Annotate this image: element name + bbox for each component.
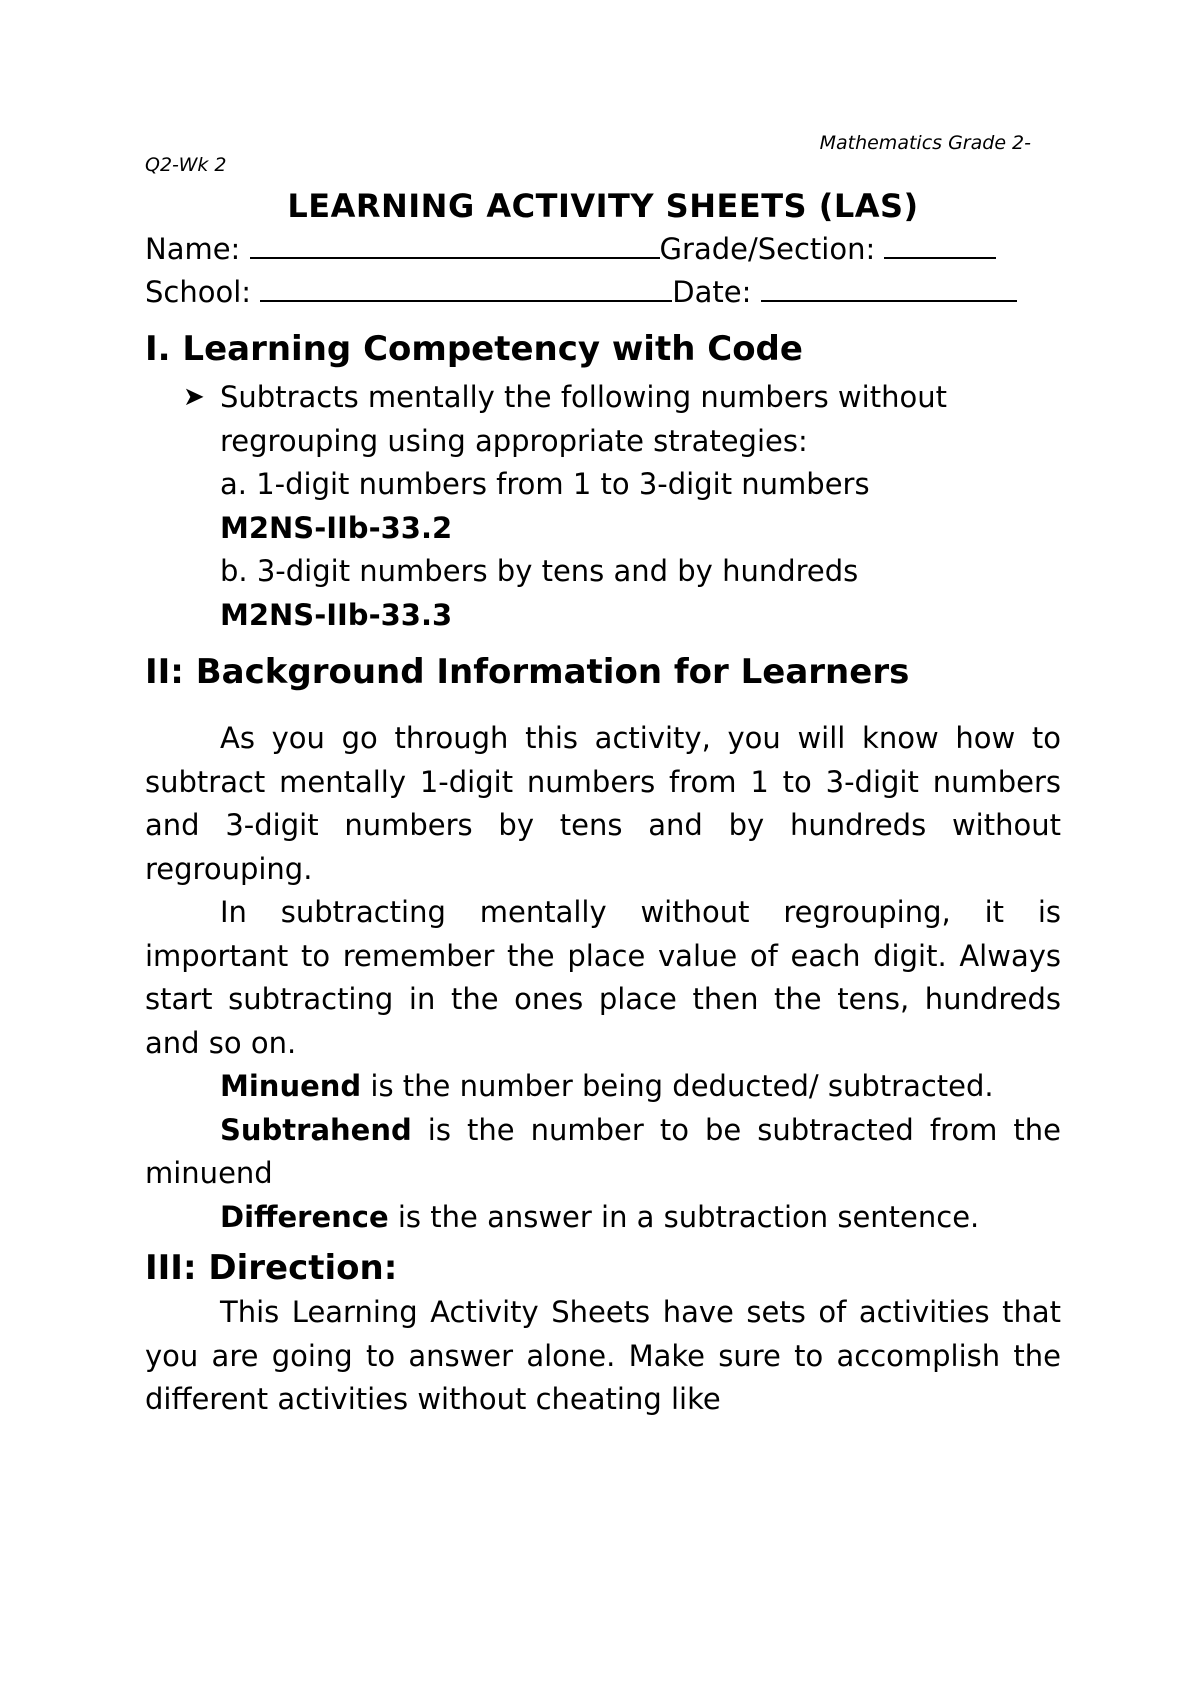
arrow-bullet-icon: ➤ xyxy=(183,382,205,412)
competency-item-a: a. 1-digit numbers from 1 to 3-digit numbers xyxy=(220,467,870,501)
minuend-term: Minuend xyxy=(220,1069,362,1103)
grade-section-label: Grade/Section: xyxy=(659,232,876,266)
minuend-text: is the number being deducted/ subtracted. xyxy=(361,1069,994,1103)
difference-text: is the answer in a subtraction sentence. xyxy=(388,1199,980,1234)
competency-block xyxy=(145,376,1061,637)
date-field[interactable] xyxy=(761,276,1017,302)
name-grade-row xyxy=(145,228,1061,271)
background-paragraph-2: In subtracting mentally without regrouping, it is important to remember the place value of each digit. Always start subtracting in the ones place then the tens, hundreds and so on. xyxy=(145,895,1061,1060)
difference-definition xyxy=(145,1196,1061,1240)
subtrahend-text: is the number to be subtracted from the minuend xyxy=(145,1112,1061,1190)
section-2-heading: II: Background Information for Learners xyxy=(145,652,910,692)
grade-section-field[interactable] xyxy=(884,233,996,259)
competency-item-b: b. 3-digit numbers by tens and by hundreds xyxy=(220,554,859,588)
subject-header: Mathematics Grade 2- xyxy=(819,132,1031,154)
competency-code-b: M2NS-IIb-33.3 xyxy=(220,597,453,632)
background-paragraph-1: As you go through this activity, you will know how to subtract mentally 1-digit numbers from 1 to 3-digit numbers and 3-digit numbers by tens and by hundreds without regrouping. xyxy=(145,721,1061,886)
subtrahend-definition xyxy=(145,1109,1061,1196)
school-date-row xyxy=(145,271,1061,314)
subtrahend-term: Subtrahend xyxy=(220,1112,412,1147)
section-1-heading: I. Learning Competency with Code xyxy=(145,329,803,369)
school-label: School: xyxy=(145,275,252,309)
competency-code-a: M2NS-IIb-33.2 xyxy=(220,510,453,545)
sheet-title: LEARNING ACTIVITY SHEETS (LAS) xyxy=(287,187,919,225)
competency-text: Subtracts mentally the following numbers without regrouping using appropriate strategies: xyxy=(220,380,947,458)
section-3-heading: III: Direction: xyxy=(145,1248,398,1288)
direction-paragraph: This Learning Activity Sheets have sets of activities that you are going to answer alone. Make sure to accomplish the different activities without cheating like xyxy=(145,1295,1061,1416)
name-label: Name: xyxy=(145,232,241,266)
minuend-definition xyxy=(145,1065,1061,1109)
quarter-week-header: Q2-Wk 2 xyxy=(145,154,227,176)
name-field[interactable] xyxy=(250,233,660,259)
date-label: Date: xyxy=(672,275,752,309)
difference-term: Difference xyxy=(220,1199,389,1234)
school-field[interactable] xyxy=(260,276,672,302)
activity-sheet-page xyxy=(145,130,1061,1422)
